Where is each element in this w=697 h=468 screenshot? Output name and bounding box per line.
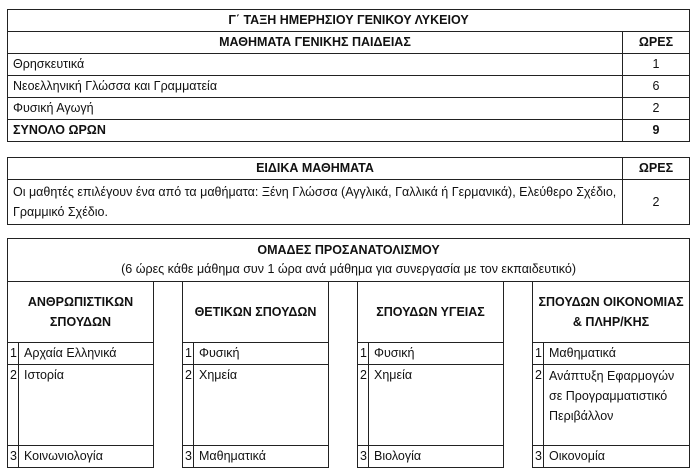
subject-header: ΜΑΘΗΜΑΤΑ ΓΕΝΙΚΗΣ ΠΑΙΔΕΙΑΣ — [8, 32, 623, 54]
table-title-row — [8, 239, 690, 282]
special-subjects-text: Οι μαθητές επιλέγουν ένα από τα μαθήματα: Ξένη Γλώσσα (Αγγλικά, Γαλλικά ή Γερμανικά), Ελεύθερο Σχέδιο, Γραμμικό Σχέδιο. — [8, 180, 623, 225]
group-header-row — [8, 282, 690, 343]
subject-cell: Χημεία — [369, 365, 504, 446]
special-subjects-table — [7, 157, 690, 225]
column-gap — [329, 343, 358, 365]
row-number: 3 — [533, 446, 544, 468]
hours-cell: 2 — [623, 180, 690, 225]
row-number: 2 — [183, 365, 194, 446]
total-label: ΣΥΝΟΛΟ ΩΡΩΝ — [8, 120, 623, 142]
group-header-health: ΣΠΟΥΔΩΝ ΥΓΕΙΑΣ — [358, 282, 504, 343]
subject-header: ΕΙΔΙΚΑ ΜΑΘΗΜΑΤΑ — [8, 158, 623, 180]
row-number: 2 — [533, 365, 544, 446]
column-gap — [504, 446, 533, 468]
column-gap — [504, 365, 533, 446]
subject-cell: Μαθηματικά — [194, 446, 329, 468]
subject-cell: Οικονομία — [544, 446, 690, 468]
column-gap — [154, 446, 183, 468]
hours-header: ΩΡΕΣ — [623, 32, 690, 54]
column-gap — [504, 282, 533, 343]
row-number: 1 — [358, 343, 369, 365]
row-number: 1 — [183, 343, 194, 365]
table-row — [8, 343, 690, 365]
subject-cell: Μαθηματικά — [544, 343, 690, 365]
table-row — [8, 180, 690, 225]
table-row — [8, 76, 690, 98]
row-number: 1 — [8, 343, 19, 365]
column-gap — [329, 446, 358, 468]
table-row — [8, 54, 690, 76]
subject-cell: Ιστορία — [19, 365, 154, 446]
subject-cell: Θρησκευτικά — [8, 54, 623, 76]
hours-cell: 1 — [623, 54, 690, 76]
table-row — [8, 365, 690, 446]
row-number: 3 — [8, 446, 19, 468]
column-gap — [154, 282, 183, 343]
table-header-row — [8, 32, 690, 54]
subject-cell: Ανάπτυξη Εφαρμογών σε Προγραμματιστικό Περιβάλλον — [544, 365, 690, 446]
row-number: 3 — [358, 446, 369, 468]
table-title: Γ΄ ΤΑΞΗ ΗΜΕΡΗΣΙΟΥ ΓΕΝΙΚΟΥ ΛΥΚΕΙΟΥ — [8, 10, 690, 32]
groups-title: ΟΜΑΔΕΣ ΠΡΟΣΑΝΑΤΟΛΙΣΜΟΥ — [257, 243, 440, 257]
row-number: 2 — [8, 365, 19, 446]
row-number: 1 — [533, 343, 544, 365]
groups-title-cell — [8, 239, 690, 282]
subject-cell: Αρχαία Ελληνικά — [19, 343, 154, 365]
table-title-row — [8, 10, 690, 32]
group-header-humanities: ΑΝΘΡΩΠΙΣΤΙΚΩΝ ΣΠΟΥΔΩΝ — [8, 282, 154, 343]
orientation-groups-table — [7, 238, 690, 468]
subject-cell: Κοινωνιολογία — [19, 446, 154, 468]
total-row — [8, 120, 690, 142]
hours-cell: 2 — [623, 98, 690, 120]
column-gap — [329, 282, 358, 343]
row-number: 2 — [358, 365, 369, 446]
table-header-row — [8, 158, 690, 180]
column-gap — [154, 343, 183, 365]
hours-cell: 6 — [623, 76, 690, 98]
general-education-table — [7, 9, 690, 142]
subject-cell: Φυσική — [369, 343, 504, 365]
total-hours: 9 — [623, 120, 690, 142]
group-header-sciences: ΘΕΤΙΚΩΝ ΣΠΟΥΔΩΝ — [183, 282, 329, 343]
table-row — [8, 98, 690, 120]
subject-cell: Βιολογία — [369, 446, 504, 468]
hours-header: ΩΡΕΣ — [623, 158, 690, 180]
subject-cell: Χημεία — [194, 365, 329, 446]
subject-cell: Φυσική Αγωγή — [8, 98, 623, 120]
table-row — [8, 446, 690, 468]
groups-subtitle: (6 ώρες κάθε μάθημα συν 1 ώρα ανά μάθημα για συνεργασία με τον εκπαιδευτικό) — [121, 262, 576, 276]
column-gap — [329, 365, 358, 446]
subject-cell: Νεοελληνική Γλώσσα και Γραμματεία — [8, 76, 623, 98]
column-gap — [504, 343, 533, 365]
group-header-economics: ΣΠΟΥΔΩΝ ΟΙΚΟΝΟΜΙΑΣ & ΠΛΗΡ/ΚΗΣ — [533, 282, 690, 343]
column-gap — [154, 365, 183, 446]
row-number: 3 — [183, 446, 194, 468]
subject-cell: Φυσική — [194, 343, 329, 365]
